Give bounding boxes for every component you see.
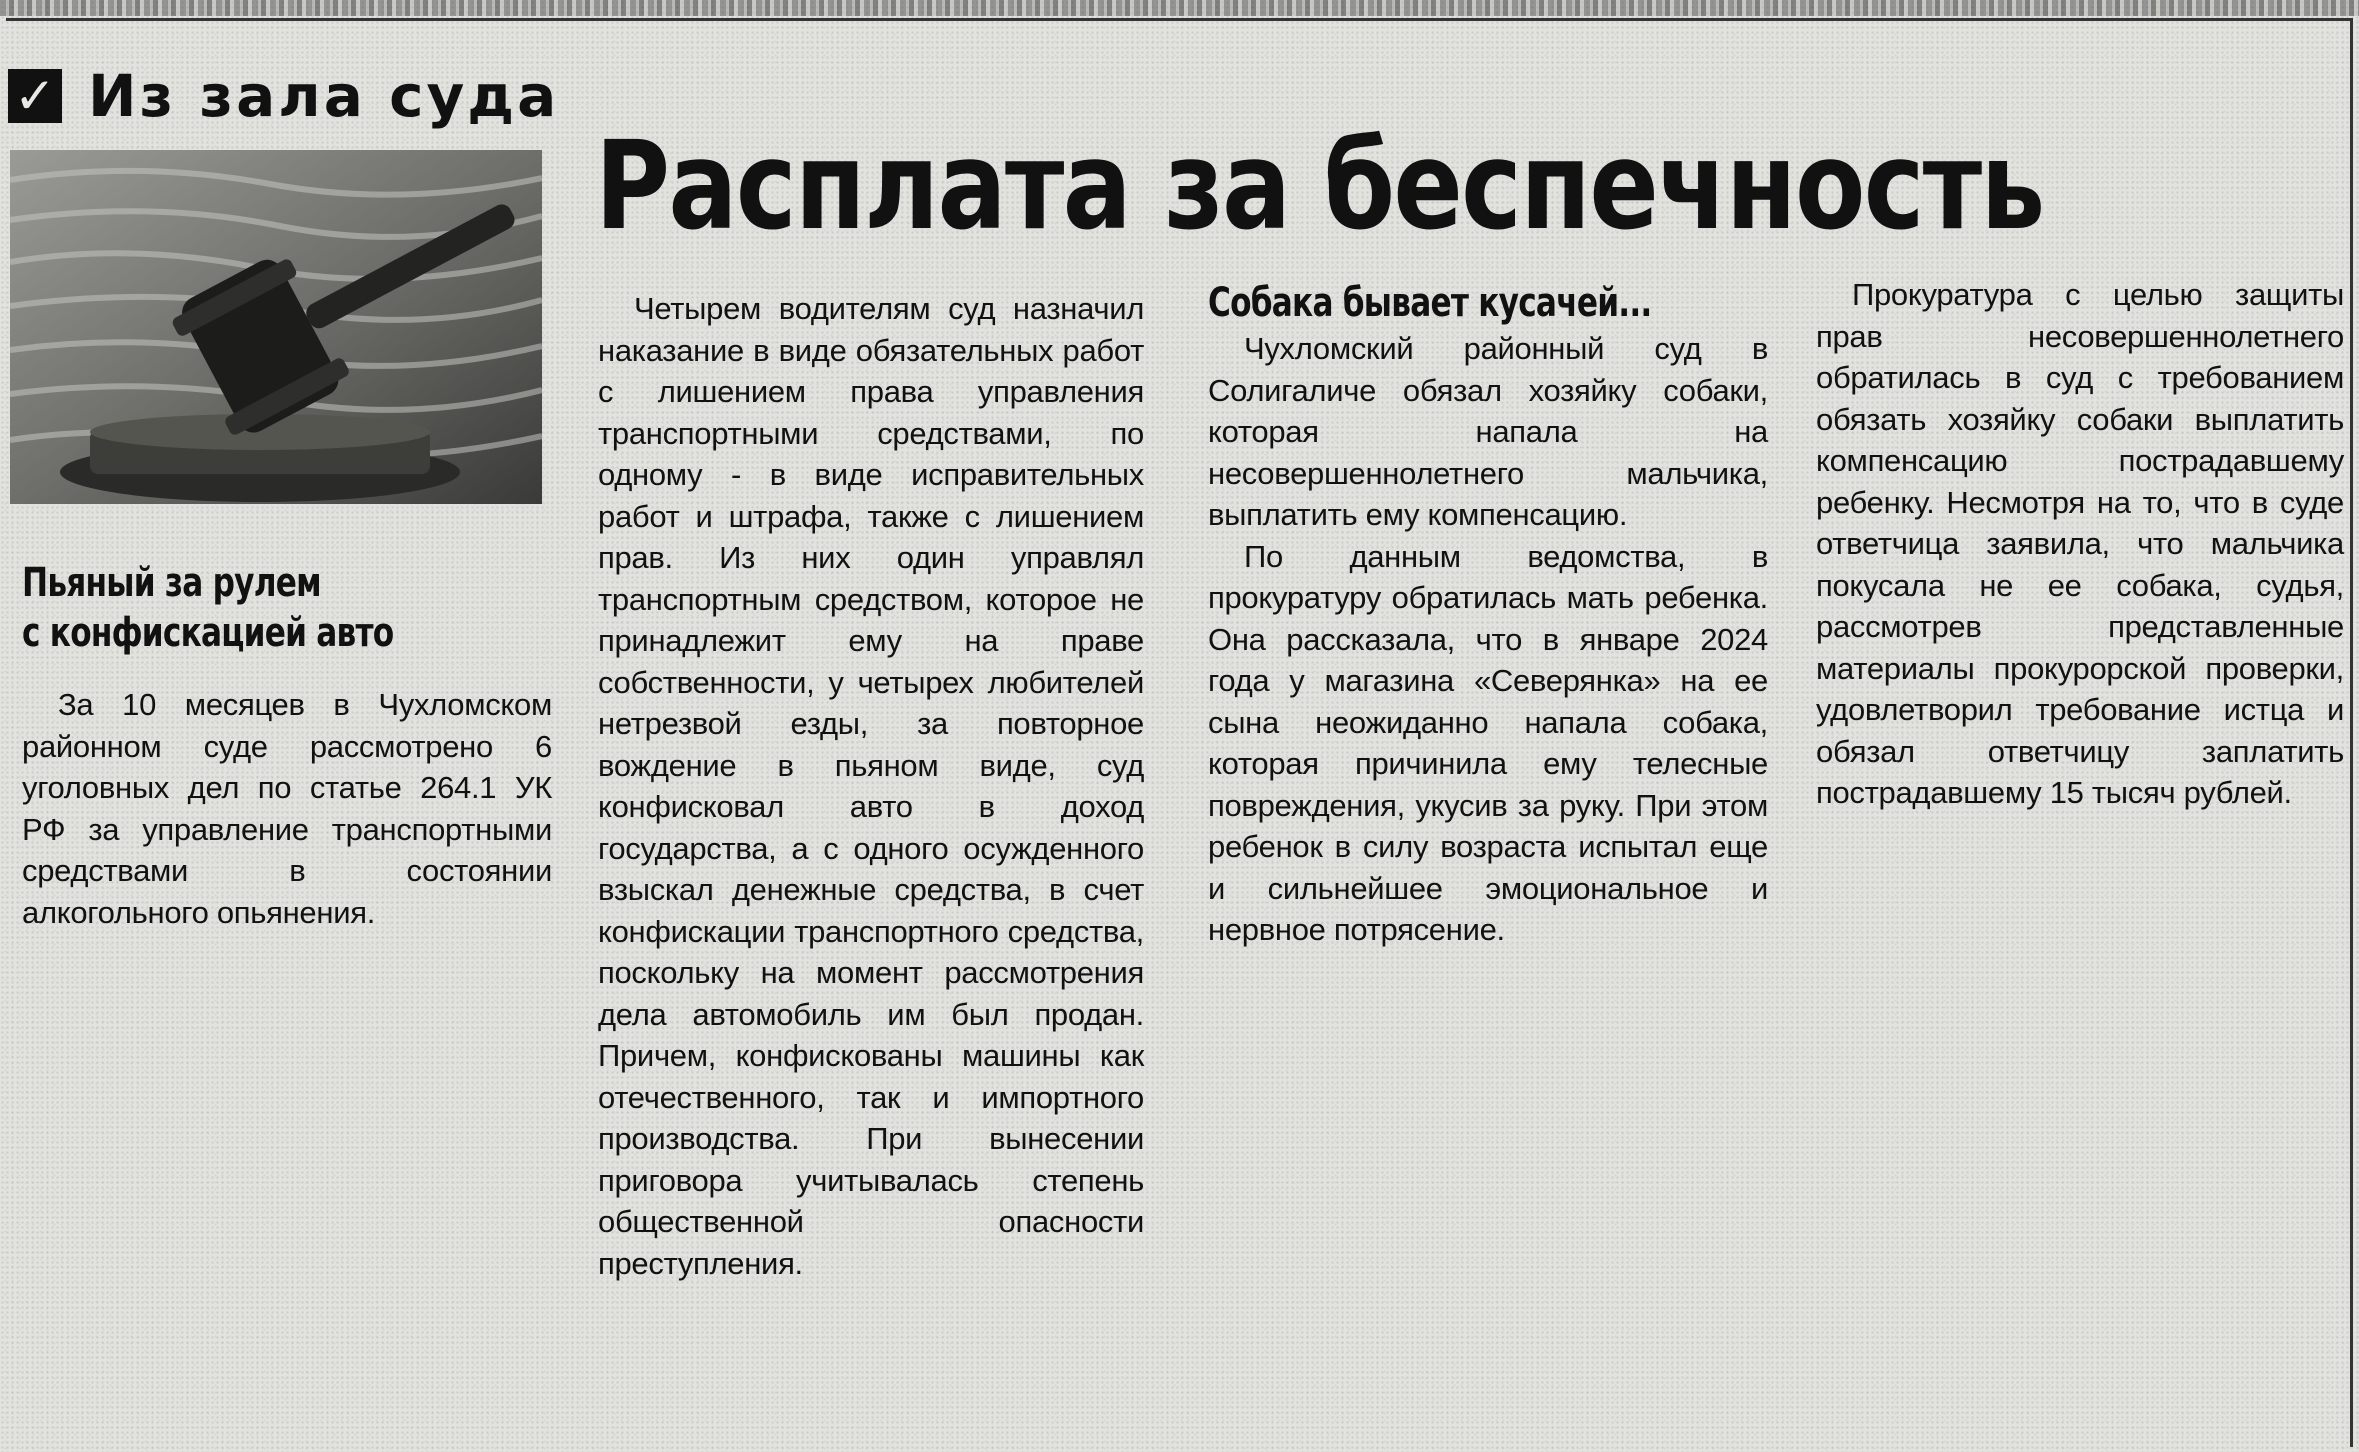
section2-paragraph-3: Прокуратура с целью защиты прав несовершеннолетнего обратилась в суд с требованием обязать хозяйку собаки выплатить компенсацию пострадавшему ребенку. Несмотря на то, что в суде ответчица заявила, что мальчика покусала не ее собака, судья, рассмотрев представленные материалы прокурорской проверки, удовлетворил требование истца и обязал ответчицу заплатить пострадавшему 15 тысяч рублей. xyxy=(1816,277,2344,810)
column-3 xyxy=(1208,278,1768,951)
section2-paragraph-1: Чухломский районный суд в Солигаличе обязал хозяйку собаки, которая напала на несовершеннолетнего мальчика, выплатить ему компенсацию. xyxy=(1208,331,1768,532)
rubric-title: Из зала суда xyxy=(88,62,560,130)
column-1 xyxy=(22,558,552,933)
section2-heading: Собака бывает кусачей... xyxy=(1208,280,1652,326)
article-headline: Расплата за беспечность xyxy=(595,115,2044,257)
section2-paragraph-2: По данным ведомства, в прокуратуру обратилась мать ребенка. Она рассказала, что в январе 2024 года у магазина «Северянка» на ее сына неожиданно напала собака, которая причинила ему телесные повреждения, укусив за руку. При этом ребенок в силу возраста испытал еще и сильнейшее эмоциональное и нервное потрясение. xyxy=(1208,538,1768,947)
checkmark-icon: ✓ xyxy=(8,69,62,123)
gavel-photo xyxy=(10,150,542,504)
column-4 xyxy=(1816,274,2344,814)
gavel-icon xyxy=(10,150,542,504)
section1-heading-line2: с конфискацией авто xyxy=(22,610,394,656)
section1-paragraph-2: Четырем водителям суд назначил наказание в виде обязательных работ с лишением права управления транспортными средствами, по одному - в виде исправительных работ и штрафа, также с лишением прав. Из них один управлял транспортным средством, которое не принадлежит ему на праве собственности, у четырех любителей нетрезвой езды, за повторное вождение в пьяном виде, суд конфисковал авто в доход государства, а с одного осужденного взыскал денежные средства, в счет конфискации транспортного средства, поскольку на момент рассмотрения дела автомобиль им был продан. Причем, конфискованы машины как отечественного, так и импортного производства. При вынесении приговора учитывалась степень общественной опасности преступления. xyxy=(598,291,1144,1281)
column-2 xyxy=(598,288,1144,1284)
rubric xyxy=(8,62,559,130)
section1-paragraph-1: За 10 месяцев в Чухломском районном суде рассмотрено 6 уголовных дел по статье 264.1 УК РФ за управление транспортными средствами в состоянии алкогольного опьянения. xyxy=(22,687,552,930)
section1-heading-line1: Пьяный за рулем xyxy=(22,560,321,606)
top-edge xyxy=(0,0,2359,16)
